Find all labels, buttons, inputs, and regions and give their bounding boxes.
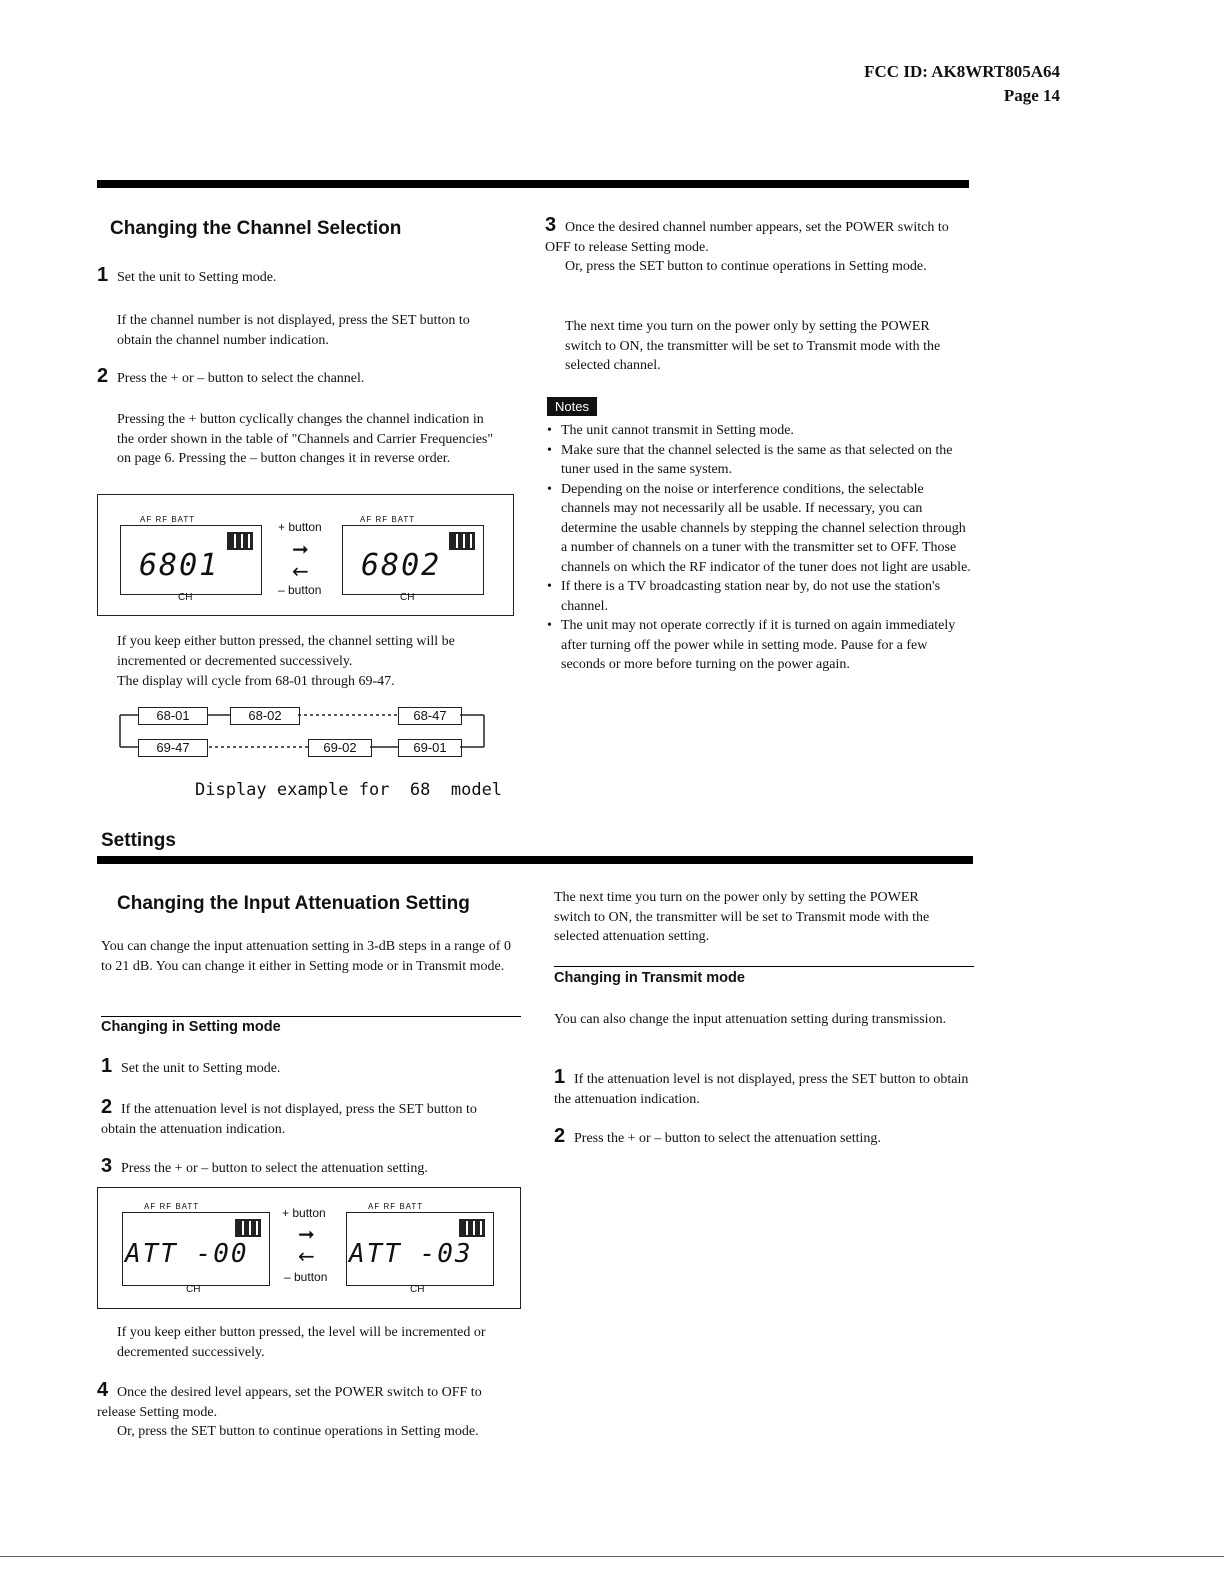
top-rule (97, 180, 969, 188)
step-text: If the attenuation level is not displayed, press the SET button to obtain the attenuation indication. (101, 1102, 477, 1137)
step-text: Once the desired channel number appears, set the POWER switch to OFF to release Setting mode. (545, 220, 949, 255)
step-text: If the attenuation level is not displayed, press the SET button to obtain the attenuation indication. (554, 1072, 969, 1107)
channel-step-2 (97, 367, 517, 389)
ch-label: CH (178, 592, 193, 603)
settings-rule (97, 856, 973, 864)
transmit-mode-heading: Changing in Transmit mode (554, 970, 745, 986)
ch-label: CH (400, 592, 415, 603)
step-text: Press the + or – button to select the attenuation setting. (574, 1131, 881, 1146)
lcd-value-right: ATT -03 (349, 1239, 473, 1269)
cycle-box-69-01: 69-01 (398, 739, 462, 757)
channel-cycle-diagram (118, 705, 490, 757)
note-item: • If there is a TV broadcasting station near by, do not use the station's channel. (547, 577, 972, 616)
channel-step-3-alt: Or, press the SET button to continue operations in Setting mode. (565, 259, 927, 274)
attenuation-display-figure (97, 1187, 521, 1309)
channel-step-3 (545, 216, 970, 257)
channel-display-figure (97, 494, 514, 616)
lcd-screen-left (120, 525, 262, 595)
channel-step-1-note: If the channel number is not displayed, press the SET button to obtain the channel number indication. (117, 313, 470, 348)
arrow-right-icon: ➞ (298, 1222, 315, 1246)
battery-icon (449, 532, 475, 550)
fcc-id: FCC ID: AK8WRT805A64 (864, 62, 1060, 81)
minus-button-label: – button (284, 1270, 328, 1284)
note-item: • The unit cannot transmit in Setting mode. (547, 421, 972, 441)
step-number: 2 (554, 1125, 566, 1147)
section-title-channel: Changing the Channel Selection (110, 218, 402, 239)
step-text: Press the + or – button to select the channel. (117, 371, 365, 386)
battery-icon (227, 532, 253, 550)
arrow-left-icon: ← (298, 1244, 315, 1268)
page-number: Page 14 (1003, 86, 1060, 105)
step-text: Set the unit to Setting mode. (121, 1061, 281, 1076)
step-number: 1 (101, 1055, 113, 1077)
cycle-box-69-02: 69-02 (308, 739, 372, 757)
transmit-step-2 (554, 1127, 974, 1149)
cycle-box-68-01: 68-01 (138, 707, 208, 725)
settings-label: Settings (101, 830, 176, 851)
setting-step-4-alt: Or, press the SET button to continue operations in Setting mode. (117, 1424, 479, 1439)
step-number: 4 (97, 1379, 109, 1401)
lcd-screen-right (346, 1212, 494, 1286)
step-number: 1 (97, 264, 109, 286)
lcd-indicator-labels: AF RF BATT (360, 515, 416, 524)
setting-step-1 (101, 1057, 521, 1079)
battery-icon (459, 1219, 485, 1237)
channel-hold-note: If you keep either button pressed, the channel setting will be incremented or decremented successively. (117, 634, 455, 669)
channel-step-1 (97, 266, 517, 288)
lcd-indicator-labels: AF RF BATT (144, 1202, 200, 1211)
arrow-left-icon: ← (292, 559, 309, 583)
page-header (864, 60, 1060, 108)
step-number: 3 (101, 1155, 113, 1177)
note-item: • Make sure that the channel selected is the same as that selected on the tuner used in the same system. (547, 441, 972, 480)
notes-label: Notes (547, 397, 597, 416)
channel-step-2-note: Pressing the + button cyclically changes the channel indication in the order shown in the table of "Channels and Carrier Frequencies" on page 6. Pressing the – button changes it in reverse order. (117, 412, 494, 466)
transmit-mode-rule (554, 966, 974, 967)
attenuation-next-time: The next time you turn on the power only by setting the POWER switch to ON, the transmitter will be set to Transmit mode with the selected attenuation setting. (554, 890, 930, 944)
setting-mode-rule (101, 1016, 521, 1017)
note-item: • Depending on the noise or interference conditions, the selectable channels may not necessarily all be usable. If necessary, you can determine the usable channels by stepping the channel selection through a number of channels on a tuner with the transmitter set to OFF. Those channels on which the RF indicator of the tuner does not light are usable. (547, 480, 972, 578)
step-number: 1 (554, 1066, 566, 1088)
lcd-screen-right (342, 525, 484, 595)
lcd-value-left: ATT -00 (125, 1239, 249, 1269)
lcd-indicator-labels: AF RF BATT (368, 1202, 424, 1211)
plus-button-label: + button (282, 1206, 326, 1220)
attenuation-hold-note: If you keep either button pressed, the level will be incremented or decremented successively. (117, 1325, 486, 1360)
step-text: Press the + or – button to select the attenuation setting. (121, 1161, 428, 1176)
cycle-box-68-47: 68-47 (398, 707, 462, 725)
display-example-caption: Display example for 68 model (195, 780, 503, 800)
minus-button-label: – button (278, 583, 322, 597)
transmit-step-1 (554, 1068, 974, 1109)
channel-next-time: The next time you turn on the power only by setting the POWER switch to ON, the transmitter will be set to Transmit mode with the selected channel. (565, 319, 941, 373)
bottom-rule (0, 1556, 1224, 1557)
step-text: Once the desired level appears, set the POWER switch to OFF to release Setting mode. (97, 1385, 482, 1420)
plus-button-label: + button (278, 520, 322, 534)
battery-icon (235, 1219, 261, 1237)
notes-badge (547, 397, 597, 416)
step-number: 3 (545, 214, 557, 236)
ch-label: CH (186, 1284, 201, 1295)
attenuation-intro: You can change the input attenuation setting in 3-dB steps in a range of 0 to 21 dB. You can change it either in Setting mode or in Transmit mode. (101, 939, 511, 974)
section-title-attenuation: Changing the Input Attenuation Setting (117, 893, 470, 914)
cycle-box-69-47: 69-47 (138, 739, 208, 757)
setting-step-2 (101, 1098, 506, 1139)
step-number: 2 (101, 1096, 113, 1118)
channel-cycle-note: The display will cycle from 68-01 through 69-47. (117, 674, 395, 689)
arrow-right-icon: ➞ (292, 537, 309, 561)
lcd-screen-left (122, 1212, 270, 1286)
lcd-value-right: 6802 (361, 548, 442, 583)
notes-list (547, 421, 972, 675)
lcd-indicator-labels: AF RF BATT (140, 515, 196, 524)
setting-step-4 (97, 1381, 521, 1422)
setting-step-3 (101, 1157, 521, 1179)
setting-mode-heading: Changing in Setting mode (101, 1019, 281, 1035)
lcd-value-left: 6801 (139, 548, 220, 583)
step-text: Set the unit to Setting mode. (117, 270, 277, 285)
ch-label: CH (410, 1284, 425, 1295)
cycle-box-68-02: 68-02 (230, 707, 300, 725)
note-item: • The unit may not operate correctly if it is turned on again immediately after turning off the power while in setting mode. Pause for a few seconds or more before turning on the power again. (547, 616, 972, 675)
step-number: 2 (97, 365, 109, 387)
transmit-mode-intro: You can also change the input attenuation setting during transmission. (554, 1012, 947, 1027)
